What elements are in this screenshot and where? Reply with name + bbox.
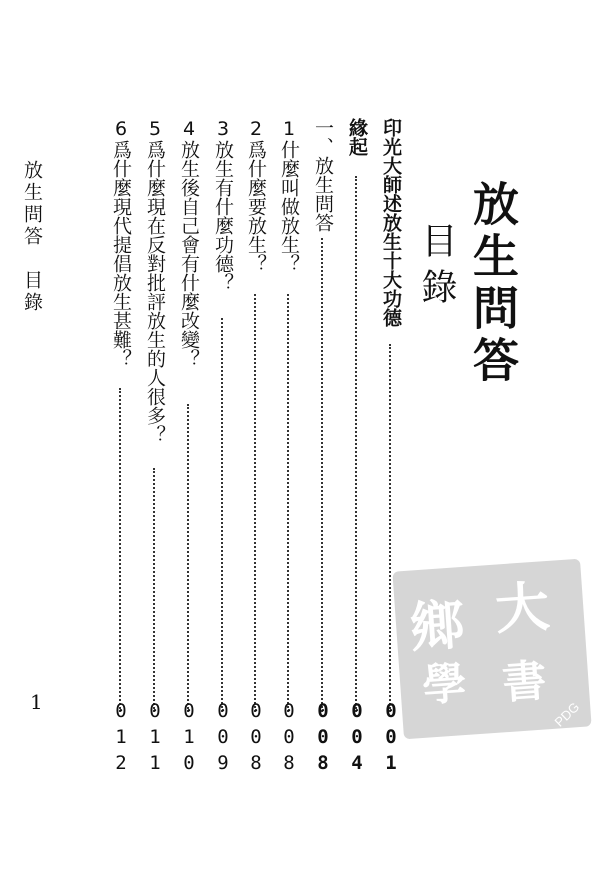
toc-entry-page: 008 xyxy=(278,700,300,778)
toc-entry-title: 1什麼叫做放生？ xyxy=(278,118,300,273)
dot-leader xyxy=(254,294,258,712)
toc-entry-page: 004 xyxy=(346,700,368,778)
dot-leader xyxy=(221,318,225,712)
toc-entry xyxy=(344,118,370,778)
seal-glyph: 大 xyxy=(493,573,552,642)
toc-entry-page: 010 xyxy=(178,700,200,778)
book-title: 放生問答 xyxy=(466,180,520,388)
seal-glyph: 鄉 xyxy=(408,591,467,660)
dot-leader xyxy=(355,176,359,712)
watermark-pdg-text: PDG xyxy=(551,699,583,730)
toc-entry-title: 5爲什麼現在反對批評放生的人很多？ xyxy=(144,118,166,444)
toc-heading: 目錄 xyxy=(416,222,457,314)
folio-page-number: 1 xyxy=(30,690,43,714)
dot-leader xyxy=(187,404,191,712)
toc-entry xyxy=(310,118,336,778)
toc-entry-title: 6爲什麼現代提倡放生甚難？ xyxy=(110,118,132,368)
seal-glyph: 學 xyxy=(420,657,469,712)
dot-leader xyxy=(287,294,291,712)
dot-leader xyxy=(389,344,393,712)
toc-entry-title: 印光大師述放生十大功德 xyxy=(380,118,402,327)
toc-entry-title: 2爲什麼要放生？ xyxy=(245,118,267,273)
toc-entry-title: 一、放生問答 xyxy=(312,118,334,232)
toc-entry-title: 4放生後自己會有什麼改變？ xyxy=(178,118,200,368)
toc-entry xyxy=(276,118,302,778)
toc-entry-page: 008 xyxy=(245,700,267,778)
toc-entry xyxy=(142,118,168,778)
toc-entry-page: 011 xyxy=(144,700,166,778)
toc-entry xyxy=(108,118,134,778)
toc-entry-title: 緣起 xyxy=(346,118,368,156)
dot-leader xyxy=(119,388,123,712)
library-seal-watermark xyxy=(392,559,591,740)
toc-entry-page: 008 xyxy=(312,700,334,778)
toc-entry xyxy=(210,118,236,778)
toc-entry-page: 009 xyxy=(212,700,234,778)
dot-leader xyxy=(321,238,325,712)
seal-glyph: 書 xyxy=(500,655,549,710)
toc-entry xyxy=(176,118,202,778)
dot-leader xyxy=(153,468,157,712)
toc-entry-page: 001 xyxy=(380,700,402,778)
running-head: 放生問答 目錄 xyxy=(21,160,43,314)
toc-entry xyxy=(243,118,269,778)
toc-entry-page: 012 xyxy=(110,700,132,778)
toc-entry-title: 3放生有什麼功德？ xyxy=(212,118,234,292)
